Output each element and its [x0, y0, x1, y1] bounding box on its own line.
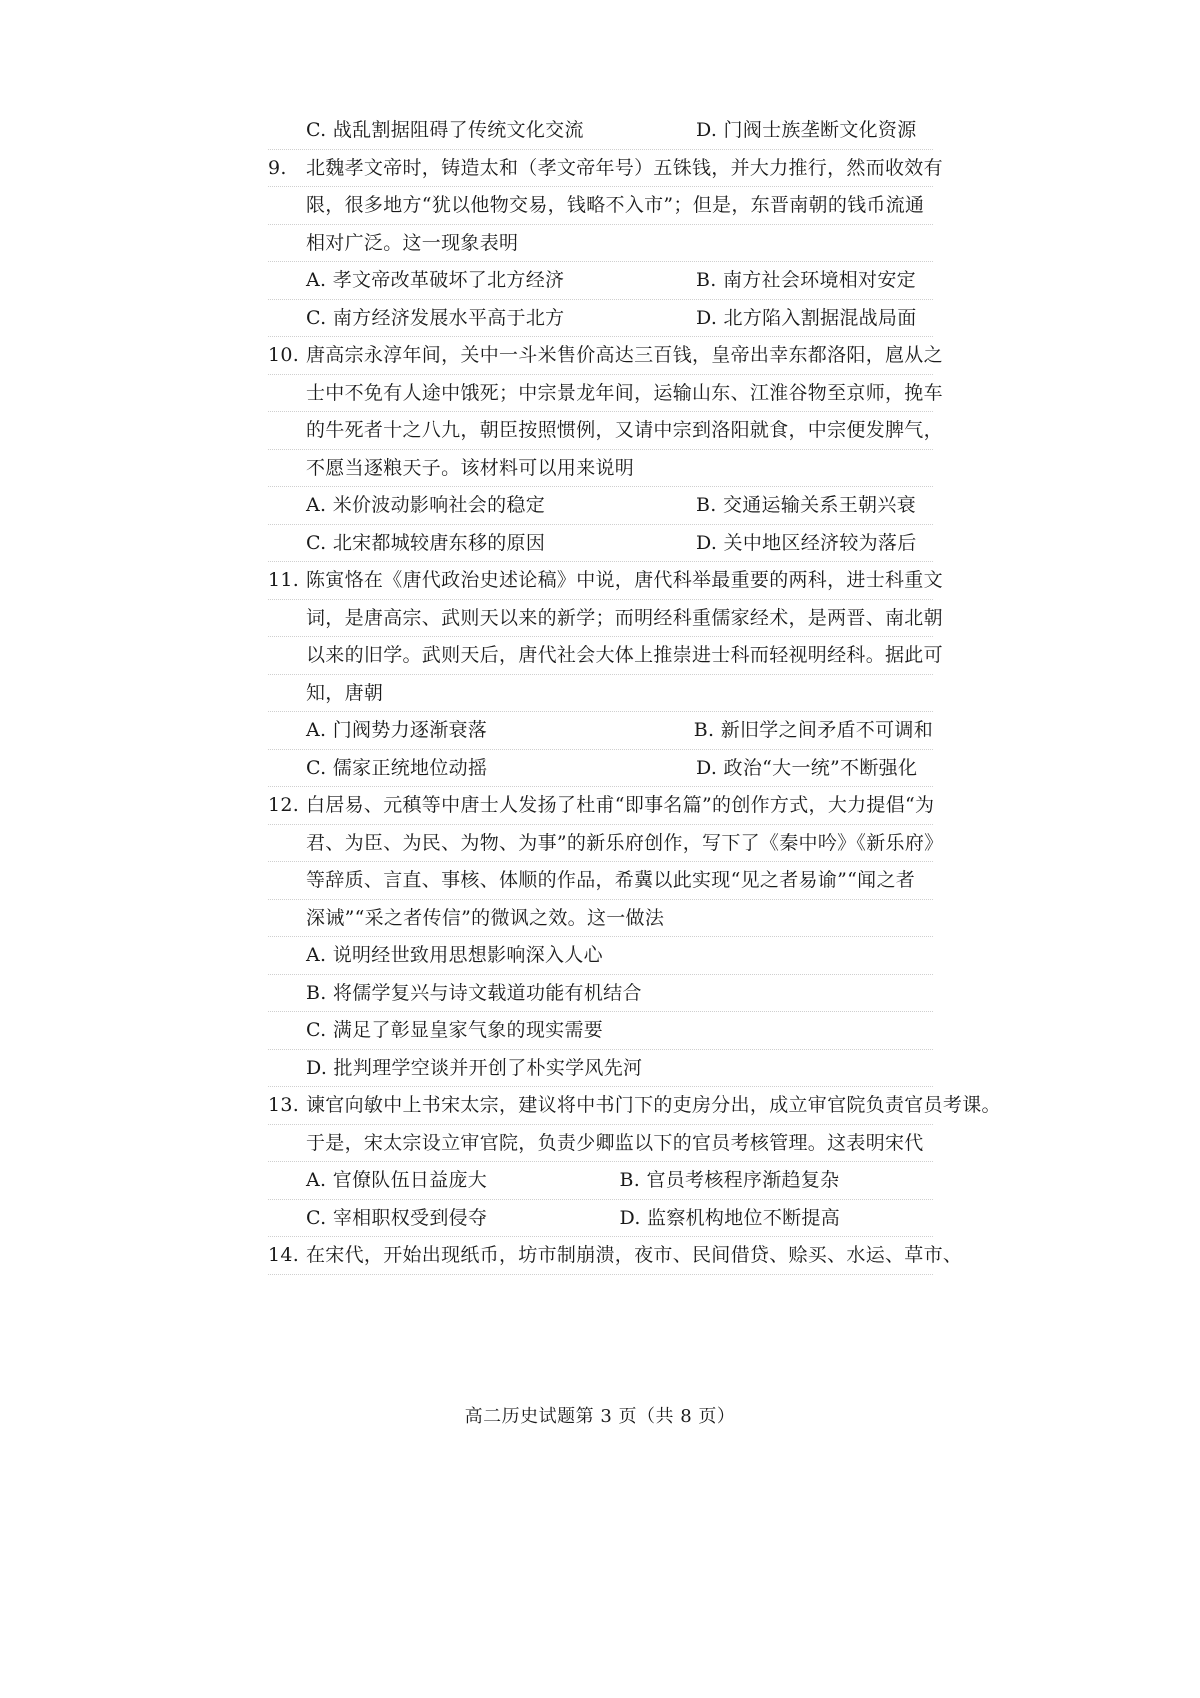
q10-options-ab [268, 487, 933, 525]
q10-stem-line-1: 10. 唐高宗永淳年间，关中一斗米售价高达三百钱，皇帝出幸东都洛阳，扈从之 [268, 337, 933, 375]
q8-options-cd [268, 112, 933, 150]
q9-stem-line-2: 限，很多地方“犹以他物交易，钱略不入市”；但是，东晋南朝的钱币流通 [268, 187, 933, 225]
q9-options-ab [268, 262, 933, 300]
q14-number: 14. [268, 1244, 300, 1266]
q11-option-b: B. 新旧学之间矛盾不可调和 [693, 719, 933, 741]
q12-stem-line-2: 君、为臣、为民、为物、为事”的新乐府创作，写下了《秦中吟》《新乐府》 [268, 825, 933, 863]
q9-options-cd [268, 300, 933, 338]
q13-options-ab [268, 1162, 933, 1200]
q8-option-d: D. 门阀士族垄断文化资源 [696, 119, 917, 141]
q13-option-a: A. 官僚队伍日益庞大 [306, 1169, 488, 1191]
q11-option-c: C. 儒家正统地位动摇 [306, 756, 488, 779]
q13-option-c: C. 宰相职权受到侵夺 [306, 1206, 488, 1229]
q10-options-cd [268, 525, 933, 563]
q12-option-d: D. 批判理学空谈并开创了朴实学风先河 [268, 1050, 933, 1088]
q13-option-b: B. 官员考核程序渐趋复杂 [619, 1169, 840, 1191]
q9-number: 9. [268, 156, 287, 179]
q12-stem-line-3: 等辞质、言直、事核、体顺的作品，希冀以此实现“见之者易谕”“闻之者 [268, 862, 933, 900]
q10-stem-line-4: 不愿当逐粮天子。该材料可以用来说明 [268, 450, 933, 488]
q13-options-cd [268, 1200, 933, 1238]
q11-options-cd [268, 750, 933, 788]
q10-option-b: B. 交通运输关系王朝兴衰 [696, 494, 916, 516]
q11-option-d: D. 政治“大一统”不断强化 [696, 756, 918, 779]
q11-number: 11. [268, 569, 300, 591]
q10-option-d: D. 关中地区经济较为落后 [696, 531, 917, 554]
q12-option-a: A. 说明经世致用思想影响深入人心 [268, 937, 933, 975]
q11-stem-line-2: 词，是唐高宗、武则天以来的新学；而明经科重儒家经术，是两晋、南北朝 [268, 600, 933, 638]
q9-option-c: C. 南方经济发展水平高于北方 [306, 306, 565, 329]
q11-stem-line-1: 11. 陈寅恪在《唐代政治史述论稿》中说，唐代科举最重要的两科，进士科重文 [268, 562, 933, 600]
q8-option-c: C. 战乱割据阻碍了传统文化交流 [306, 119, 584, 141]
q12-number: 12. [268, 794, 300, 816]
q12-stem-line-1: 12. 白居易、元稹等中唐士人发扬了杜甫“即事名篇”的创作方式，大力提倡“为 [268, 787, 933, 825]
q14-stem-line-1: 14. 在宋代，开始出现纸币，坊市制崩溃，夜市、民间借贷、赊买、水运、草市、 [268, 1237, 933, 1275]
q10-stem-line-3: 的牛死者十之八九，朝臣按照惯例，又请中宗到洛阳就食，中宗便发脾气， [268, 412, 933, 450]
q12-stem-line-4: 深诫”“采之者传信”的微讽之效。这一做法 [268, 900, 933, 938]
q13-number: 13. [268, 1094, 300, 1116]
q13-option-d: D. 监察机构地位不断提高 [619, 1206, 841, 1229]
q9-stem-line-1: 9. 北魏孝文帝时，铸造太和（孝文帝年号）五铢钱，并大力推行，然而收效有 [268, 150, 933, 188]
q11-stem-line-3: 以来的旧学。武则天后，唐代社会大体上推崇进士科而轻视明经科。据此可 [268, 637, 933, 675]
q10-number: 10. [268, 344, 300, 366]
q12-option-b: B. 将儒学复兴与诗文载道功能有机结合 [268, 975, 933, 1013]
page-footer: 高二历史试题第 3 页（共 8 页） [464, 1406, 736, 1427]
q9-option-b: B. 南方社会环境相对安定 [696, 269, 916, 291]
q9-option-d: D. 北方陷入割据混战局面 [696, 306, 917, 329]
q11-stem-line-4: 知，唐朝 [268, 675, 933, 713]
q9-stem-line-3: 相对广泛。这一现象表明 [268, 225, 933, 263]
q11-options-ab [268, 712, 933, 750]
q10-stem-line-2: 士中不免有人途中饿死；中宗景龙年间，运输山东、江淮谷物至京师，挽车 [268, 375, 933, 413]
q13-stem-line-1: 13. 谏官向敏中上书宋太宗，建议将中书门下的吏房分出，成立审官院负责官员考课。 [268, 1087, 933, 1125]
q12-option-c: C. 满足了彰显皇家气象的现实需要 [268, 1012, 933, 1050]
q11-option-a: A. 门阀势力逐渐衰落 [306, 719, 488, 741]
q13-stem-line-2: 于是，宋太宗设立审官院，负责少卿监以下的官员考核管理。这表明宋代 [268, 1125, 933, 1163]
question-area [268, 112, 1001, 1275]
q9-option-a: A. 孝文帝改革破坏了北方经济 [306, 269, 565, 291]
q10-option-c: C. 北宋都城较唐东移的原因 [306, 531, 546, 554]
q10-option-a: A. 米价波动影响社会的稳定 [306, 494, 546, 516]
